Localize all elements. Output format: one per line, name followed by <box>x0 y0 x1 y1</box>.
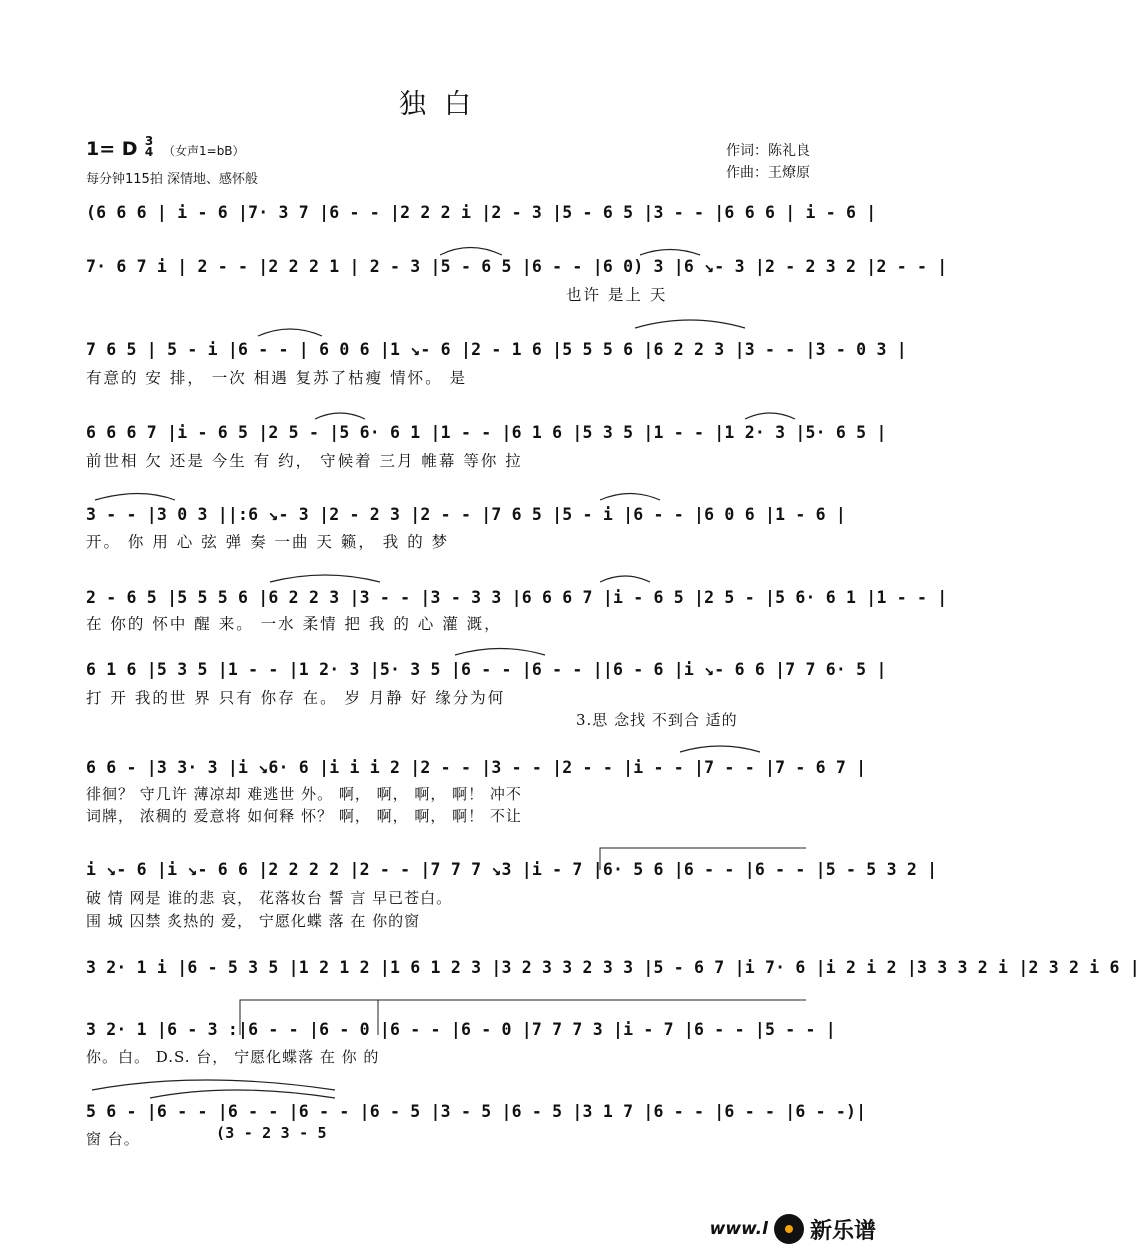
slur <box>270 575 380 582</box>
notation-row: 3 - - |3 0 3 ||:6 ↘- 3 |2 - 2 3 |2 - - |7 6 5 |5 - i |6 - - |6 0 6 |1 - 6 | <box>86 505 847 524</box>
slur <box>680 746 760 752</box>
notation-row: (6 6 6 | i - 6 |7· 3 7 |6 - - |2 2 2 i |2 - 3 |5 - 6 5 |3 - - |6 6 6 | i - 6 | <box>86 203 877 222</box>
slur <box>92 1080 335 1090</box>
logo-url: www.l <box>709 1219 768 1239</box>
notation-row: 7· 6 7 i | 2 - - |2 2 2 1 | 2 - 3 |5 - 6 5 |6 - - |6 0) 3 |6 ↘- 3 |2 - 2 3 2 |2 - - | <box>86 257 948 276</box>
vinyl-disc-icon <box>774 1214 804 1244</box>
lyric-row: 窗 台。 <box>86 1130 140 1148</box>
lyric-row: 前世相 欠 还是 今生 有 约， 守候着 三月 帷幕 等你 拉 <box>86 452 523 470</box>
slur <box>315 413 365 419</box>
lyricist-credit: 作词：陈礼良 <box>726 143 810 159</box>
score-title: 独白 <box>399 89 489 120</box>
slur <box>745 413 795 419</box>
slur <box>455 649 545 656</box>
accompaniment-row: (3 - 2 3 - 5 <box>216 1124 327 1142</box>
lyric-row: 在 你的 怀中 醒 来。 一水 柔情 把 我 的 心 灌 溉， <box>86 615 502 633</box>
notation-row: 2 - 6 5 |5 5 5 6 |6 2 2 3 |3 - - |3 - 3 3 |6 6 6 7 |i - 6 5 |2 5 - |5 6· 6 1 |1 - - | <box>86 588 948 607</box>
notation-row: 6 6 6 7 |i - 6 5 |2 5 - |5 6· 6 1 |1 - - |6 1 6 |5 3 5 |1 - - |1 2· 3 |5· 6 5 | <box>86 423 887 442</box>
slur <box>600 494 660 501</box>
logo-brand: 新乐谱 <box>809 1218 876 1244</box>
time-signature <box>141 136 157 158</box>
notation-row: 6 1 6 |5 3 5 |1 - - |1 2· 3 |5· 3 5 |6 - - |6 - - ||6 - 6 |i ↘- 6 6 |7 7 6· 5 | <box>86 660 887 679</box>
lyric-row: 有意的 安 排， 一次 相遇 复苏了枯瘦 情怀。 是 <box>86 369 467 387</box>
slur <box>635 320 745 328</box>
notation-row: 7 6 5 | 5 - i |6 - - | 6 0 6 |1 ↘- 6 |2 - 1 6 |5 5 5 6 |6 2 2 3 |3 - - |3 - 0 3 | <box>86 340 907 359</box>
lyric-row: 徘徊？ 守几许 薄凉却 难逃世 外。 啊， 啊， 啊， 啊！ 冲不 <box>86 785 522 803</box>
lyric-row-verse-3: 3.思 念找 不到合 适的 <box>576 711 738 729</box>
notation-row: 3 2· 1 |6 - 3 :|6 - - |6 - 0 |6 - - |6 - 0 |7 7 7 3 |i - 7 |6 - - |5 - - | <box>86 1020 836 1039</box>
voice-key-note: （女声1=bB） <box>163 144 245 158</box>
composer-credit: 作曲：王燎原 <box>726 165 810 181</box>
lyric-row: 你。白。 D.S. 台， 宁愿化蝶落 在 你 的 <box>86 1048 380 1066</box>
notation-row: 6 6 - |3 3· 3 |i ↘6· 6 |i i i 2 |2 - - |3 - - |2 - - |i - - |7 - - |7 - 6 7 | <box>86 758 867 777</box>
slur <box>640 250 700 256</box>
notation-row: i ↘- 6 |i ↘- 6 6 |2 2 2 2 |2 - - |7 7 7 ↘3 |i - 7 |6· 5 6 |6 - - |6 - - |5 - 5 3 2 | <box>86 860 938 879</box>
lyric-row: 也许 是上 天 <box>566 286 668 304</box>
time-signature-top: 3 <box>144 134 154 148</box>
credits <box>726 140 810 184</box>
site-logo <box>710 1212 876 1246</box>
notation-row: 5 6 - |6 - - |6 - - |6 - - |6 - 5 |3 - 5 |6 - 5 |3 1 7 |6 - - |6 - - |6 - -)| <box>86 1102 867 1121</box>
lyric-row: 破 情 网是 谁的悲 哀， 花落妆台 誓 言 早已苍白。 <box>86 889 453 907</box>
notation-row: 3 2· 1 i |6 - 5 3 5 |1 2 1 2 |1 6 1 2 3 |3 2 3 3 2 3 3 |5 - 6 7 |i 7· 6 |i 2 i 2 |3 3 3 2 i |2 3 2 i 6 | <box>86 958 1140 977</box>
slur <box>150 1090 335 1098</box>
slur <box>600 576 650 582</box>
lyric-row: 开。 你 用 心 弦 弹 奏 一曲 天 籁， 我 的 梦 <box>86 533 450 551</box>
lyric-row: 打 开 我的世 界 只有 你存 在。 岁 月静 好 缘分为何 <box>86 689 506 707</box>
lyric-row-verse-2: 围 城 囚禁 炙热的 爱， 宁愿化蝶 落 在 你的窗 <box>86 912 421 930</box>
slur <box>95 494 175 501</box>
slur <box>258 329 322 336</box>
lyric-row-verse-2: 词牌， 浓稠的 爱意将 如何释 怀？ 啊， 啊， 啊， 啊！ 不让 <box>86 807 522 825</box>
slur <box>440 248 502 256</box>
tempo-marking: 每分钟115拍 深情地、感怀般 <box>86 172 258 187</box>
key-signature: 1= D <box>86 138 138 160</box>
time-signature-bottom: 4 <box>144 145 154 159</box>
